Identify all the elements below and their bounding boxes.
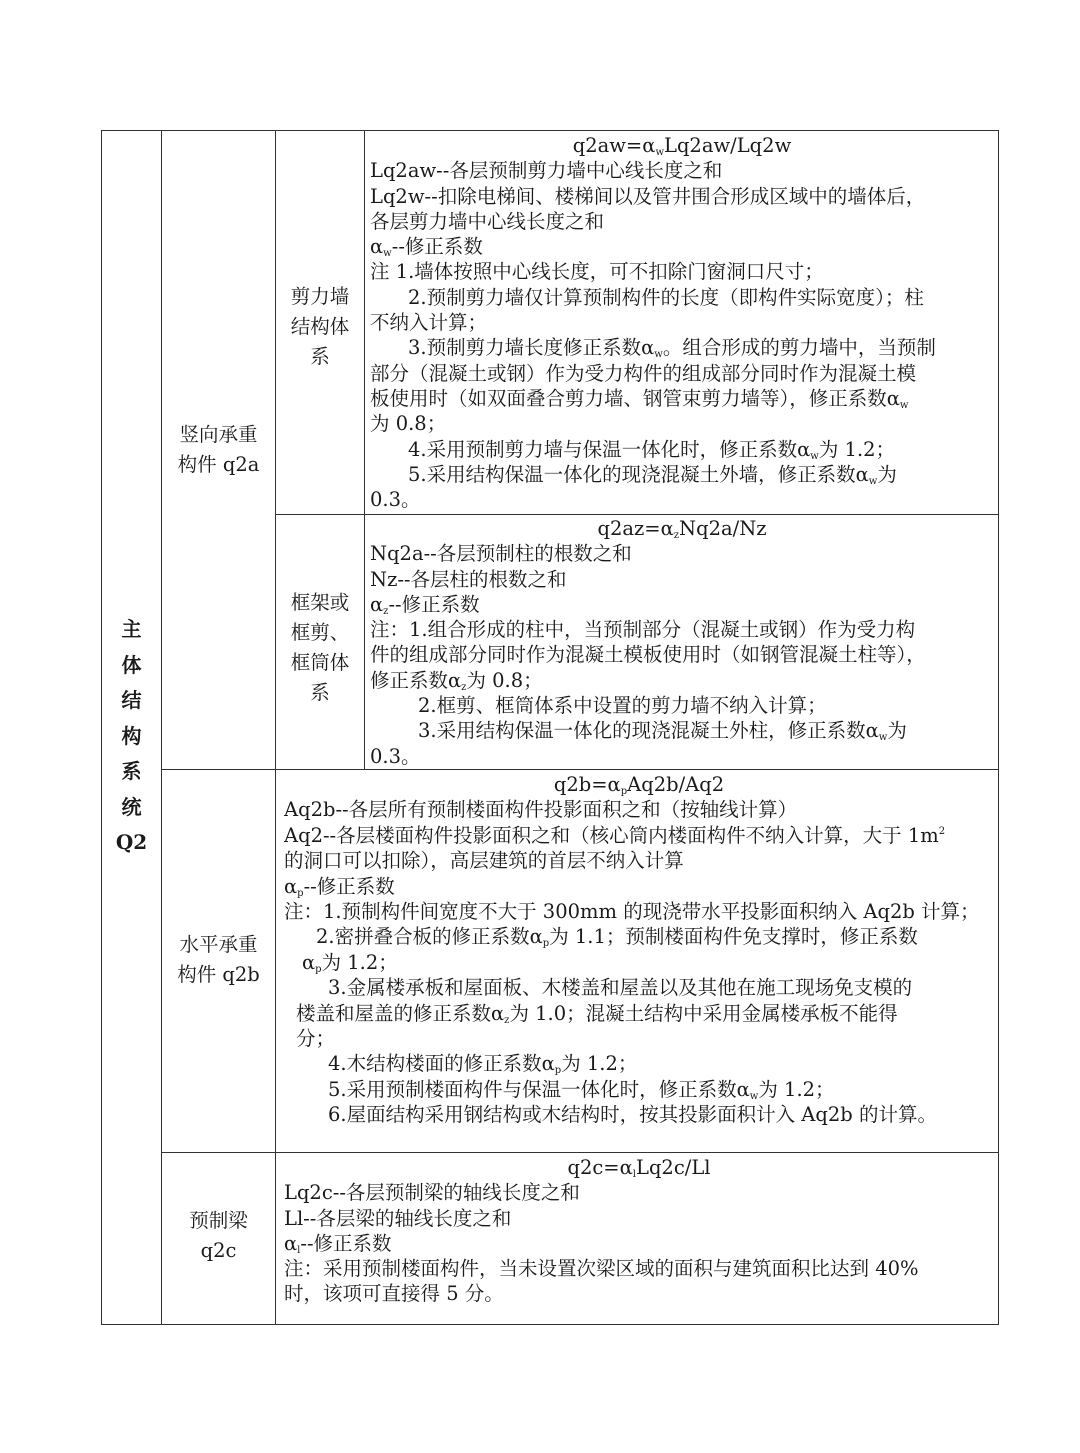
column-divider-3 [364, 130, 365, 770]
frame-content [370, 516, 994, 769]
shear-wall-note-2: 2.预制剪力墙仅计算预制构件的长度（即构件实际宽度）；柱 [408, 285, 924, 309]
beam-note-1-cont: 时，该项可直接得 5 分。 [284, 1282, 504, 1306]
beam-label-line2: q2c [200, 1239, 237, 1262]
horizontal-note-3-cont: 楼盖和屋盖的修正系数$\alpha_z$为 1.0；混凝土结构中采用金属楼承板不能得 [296, 1001, 898, 1026]
horizontal-def-2: Aq2--各层楼面构件投影面积之和（核心筒内楼面构件不纳入计算，大于 $1m^2$ [284, 823, 946, 847]
shear-wall-label-line: 结构体 [290, 315, 350, 338]
horizontal-note-5: 5.采用预制楼面构件与保温一体化时，修正系数$\alpha_w$为 1.2； [328, 1077, 835, 1102]
shear-wall-def-2: Lq2w--扣除电梯间、楼梯间以及管井围合形成区域中的墙体后， [370, 184, 926, 208]
main-structure-label [101, 612, 162, 861]
main-label-char: 统 [121, 794, 142, 819]
frame-coef: $\alpha_z--$修正系数 [370, 592, 480, 617]
shear-wall-note-2-cont: 不纳入计算； [370, 311, 488, 335]
shear-wall-coef: $\alpha_w--$修正系数 [370, 235, 483, 260]
shear-wall-note-3-cont: 板使用时（如双面叠合剪力墙、钢管束剪力墙等），修正系数$\alpha_w$ [370, 386, 909, 411]
horizontal-coef: $\alpha_p--$修正系数 [284, 874, 395, 899]
frame-note-1-cont: 修正系数$\alpha_z$为 0.8； [370, 668, 543, 693]
table-border-bottom [101, 1324, 999, 1325]
horizontal-label-line2: 构件 q2b [177, 963, 260, 986]
beam-def-2: Ll--各层梁的轴线长度之和 [284, 1206, 512, 1230]
shear-wall-content [370, 133, 994, 512]
main-label-char: 结 [121, 688, 142, 712]
horizontal-content [284, 772, 994, 1128]
shear-wall-note-5-cont: 0.3。 [370, 488, 421, 512]
shear-wall-note-5: 5.采用结构保温一体化的现浇混凝土外墙，修正系数$\alpha_w$为 [408, 462, 897, 487]
horizontal-note-2: 2.密拼叠合板的修正系数$\alpha_p$为 1.1；预制楼面构件免支撑时，修正系数 [316, 925, 918, 950]
frame-def-1: Nq2a--各层预制柱的根数之和 [370, 542, 632, 566]
shear-wall-formula: $q2aw=\alpha_wLq2aw/Lq2w$ [572, 134, 792, 158]
beam-note-1: 注：采用预制楼面构件，当未设置次梁区域的面积与建筑面积比达到 40% [284, 1257, 919, 1281]
vertical-members-label-line2: 构件 q2a [177, 453, 260, 476]
beam-coef: $\alpha_l--$修正系数 [284, 1231, 392, 1256]
frame-note-1-cont: 件的组成部分同时作为混凝土模板使用时（如钢管混凝土柱等）， [370, 643, 926, 667]
horizontal-note-1: 注：1.预制构件间宽度不大于 300mm 的现浇带水平投影面积纳入 Aq2b 计算； [284, 900, 980, 924]
main-label-char: 体 [121, 652, 142, 677]
horizontal-def-1: Aq2b--各层所有预制楼面构件投影面积之和（按轴线计算） [284, 798, 798, 822]
horizontal-formula: $q2b=\alpha_pAq2b/Aq2$ [553, 773, 725, 797]
frame-label-line: 框剪、 [290, 621, 350, 644]
beam-label-line1: 预制梁 [189, 1209, 248, 1232]
horizontal-note-6: 6.屋面结构采用钢结构或木结构时，按其投影面积计入 Aq2b 的计算。 [328, 1103, 937, 1127]
frame-def-2: Nz--各层柱的根数之和 [370, 567, 567, 591]
shear-wall-note-3: 3.预制剪力墙长度修正系数$\alpha_w$。组合形成的剪力墙中，当预制 [408, 336, 936, 361]
beam-formula: $q2c=\alpha_lLq2c/Ll$ [567, 1156, 711, 1180]
shear-wall-def-3: 各层剪力墙中心线长度之和 [370, 209, 605, 233]
frame-note-3-cont: 0.3。 [370, 744, 421, 768]
frame-label-line: 框架或 [290, 591, 350, 614]
horizontal-members-label [162, 930, 275, 990]
horizontal-note-3: 3.金属楼承板和屋面板、木楼盖和屋盖以及其他在施工现场免支模的 [328, 976, 913, 1000]
main-label-char: 主 [121, 617, 142, 641]
beam-def-1: Lq2c--各层预制梁的轴线长度之和 [284, 1181, 580, 1205]
precast-beam-label [162, 1206, 275, 1266]
main-label-char: 构 [121, 723, 142, 748]
horizontal-note-4: 4.木结构楼面的修正系数$\alpha_p$为 1.2； [328, 1052, 638, 1077]
main-label-char: Q2 [115, 830, 148, 854]
horizontal-label-line1: 水平承重 [179, 933, 258, 956]
frame-formula: $q2az=\alpha_zNq2a/Nz$ [597, 517, 767, 541]
shear-wall-def-1: Lq2aw--各层预制剪力墙中心线长度之和 [370, 159, 723, 183]
shear-wall-note-3-cont: 为 0.8； [370, 412, 447, 436]
shear-wall-label [276, 282, 364, 372]
frame-note-1: 注：1.组合形成的柱中，当预制部分（混凝土或钢）作为受力构 [370, 618, 916, 642]
shear-wall-note-3-cont: 部分（混凝土或钢）作为受力构件的组成部分同时作为混凝土模 [370, 361, 917, 385]
table-border-right [998, 130, 999, 1325]
frame-label-line: 框筒体 [290, 651, 350, 674]
frame-system-label [276, 588, 364, 708]
shear-wall-label-line: 系 [310, 345, 330, 368]
shear-wall-note-4: 4.采用预制剪力墙与保温一体化时，修正系数$\alpha_w$为 1.2； [408, 437, 896, 462]
horizontal-note-2-cont: $\alpha_p$为 1.2； [302, 950, 398, 975]
main-label-char: 系 [121, 759, 142, 783]
vertical-members-label-line1: 竖向承重 [179, 423, 258, 446]
vertical-members-label [162, 420, 275, 480]
frame-note-3: 3.采用结构保温一体化的现浇混凝土外柱，修正系数$\alpha_w$为 [418, 719, 907, 744]
frame-note-2: 2.框剪、框筒体系中设置的剪力墙不纳入计算； [418, 694, 827, 718]
frame-label-line: 系 [310, 681, 330, 704]
row-divider-vertical-horizontal [161, 769, 999, 770]
horizontal-note-3-cont: 分； [296, 1027, 336, 1051]
horizontal-def-2-cont: 的洞口可以扣除），高层建筑的首层不纳入计算 [284, 849, 684, 873]
row-divider-horizontal-beam [161, 1152, 999, 1153]
shear-wall-label-line: 剪力墙 [290, 285, 350, 308]
shear-wall-note-1: 注 1.墙体按照中心线长度，可不扣除门窗洞口尺寸； [370, 260, 824, 284]
table-border-top [101, 130, 999, 131]
beam-content [284, 1155, 994, 1307]
